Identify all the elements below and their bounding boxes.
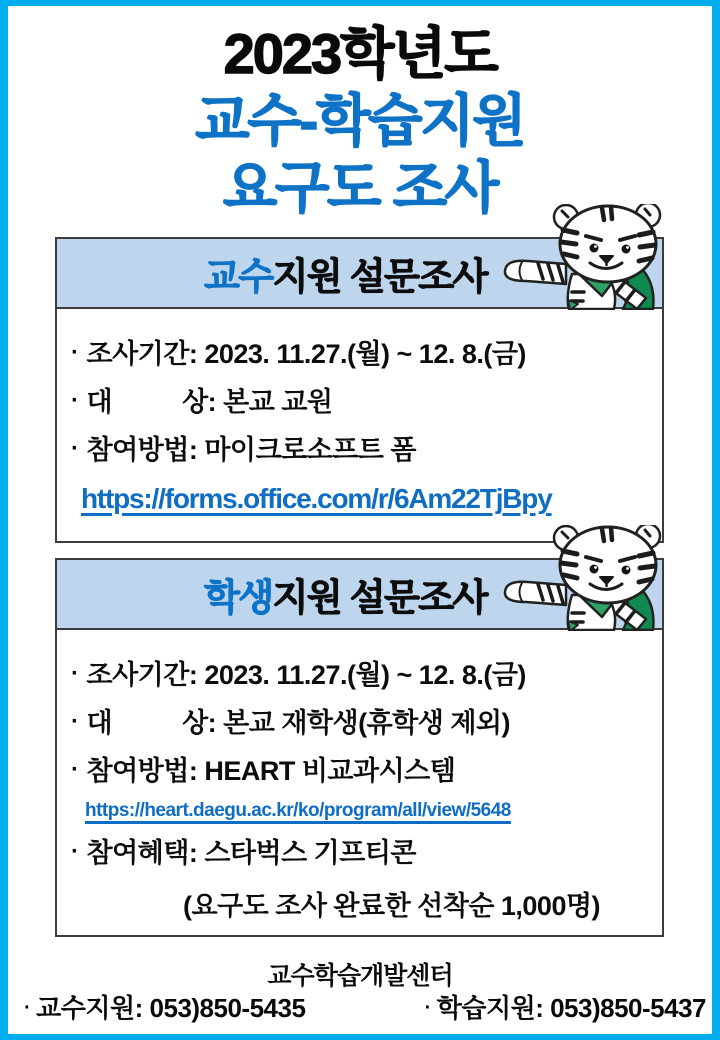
footer-professor-phone-text: 교수지원: 053)850-5435 <box>36 993 306 1023</box>
heading-rest: 지원 설문조사 <box>272 256 487 297</box>
student-survey-section <box>55 558 664 937</box>
heading-accent-professor: 교수 <box>204 256 273 297</box>
poster-title-line-3: 요구도 조사 <box>222 156 498 219</box>
survey-period-row <box>71 660 650 692</box>
professor-survey-section <box>55 237 664 543</box>
bullet-icon: · <box>424 997 431 1019</box>
bullet-icon: · <box>71 660 79 687</box>
tiger-mascot-icon <box>502 204 666 310</box>
survey-target-text: 대 상: 본교 재학생(휴학생 제외) <box>86 708 510 738</box>
bullet-icon: · <box>71 708 79 735</box>
bullet-icon: · <box>71 339 79 366</box>
student-survey-body <box>55 630 664 937</box>
footer-learning-phone <box>425 988 706 1025</box>
heading-rest: 지원 설문조사 <box>272 577 487 618</box>
footer-learning-phone-text: 학습지원: 053)850-5437 <box>436 993 706 1023</box>
poster-title <box>8 20 712 221</box>
survey-target-row <box>71 708 650 740</box>
poster-title-line-2: 교수-학습지원 <box>195 89 525 152</box>
professor-survey-heading <box>204 246 487 300</box>
heading-accent-student: 학생 <box>204 577 273 618</box>
tiger-mascot-icon <box>502 525 666 631</box>
survey-period-row <box>71 339 650 371</box>
bullet-icon: · <box>71 838 79 865</box>
bullet-icon: · <box>71 756 79 783</box>
footer-contacts <box>24 988 706 1025</box>
survey-period-text: 조사기간: 2023. 11.27.(월) ~ 12. 8.(금) <box>86 660 526 690</box>
survey-method-row <box>71 756 650 788</box>
professor-survey-body <box>55 309 664 543</box>
survey-benefit-row <box>71 838 650 870</box>
survey-method-text: 참여방법: HEART 비교과시스템 <box>86 756 456 786</box>
survey-method-text: 참여방법: 마이크로소프트 폼 <box>86 435 416 465</box>
student-survey-heading <box>204 567 487 621</box>
survey-benefit-note: (요구도 조사 완료한 선착순 1,000명) <box>183 891 601 921</box>
survey-target-text: 대 상: 본교 교원 <box>86 387 333 417</box>
survey-target-row <box>71 387 650 419</box>
bullet-icon: · <box>71 387 79 414</box>
footer-organization: 교수학습개발센터 <box>267 962 453 990</box>
bullet-icon: · <box>24 997 31 1019</box>
footer-professor-phone <box>24 988 305 1025</box>
survey-period-text: 조사기간: 2023. 11.27.(월) ~ 12. 8.(금) <box>86 339 526 369</box>
poster-title-line-1: 2023학년도 <box>223 22 497 85</box>
student-survey-link[interactable]: https://heart.daegu.ac.kr/ko/program/all/view/5648 <box>85 800 511 821</box>
professor-survey-link[interactable]: https://forms.office.com/r/6Am22TjBpy <box>81 483 552 514</box>
bullet-icon: · <box>71 435 79 462</box>
survey-benefit-text: 참여혜택: 스타벅스 기프티콘 <box>86 838 416 868</box>
survey-method-row <box>71 435 650 467</box>
